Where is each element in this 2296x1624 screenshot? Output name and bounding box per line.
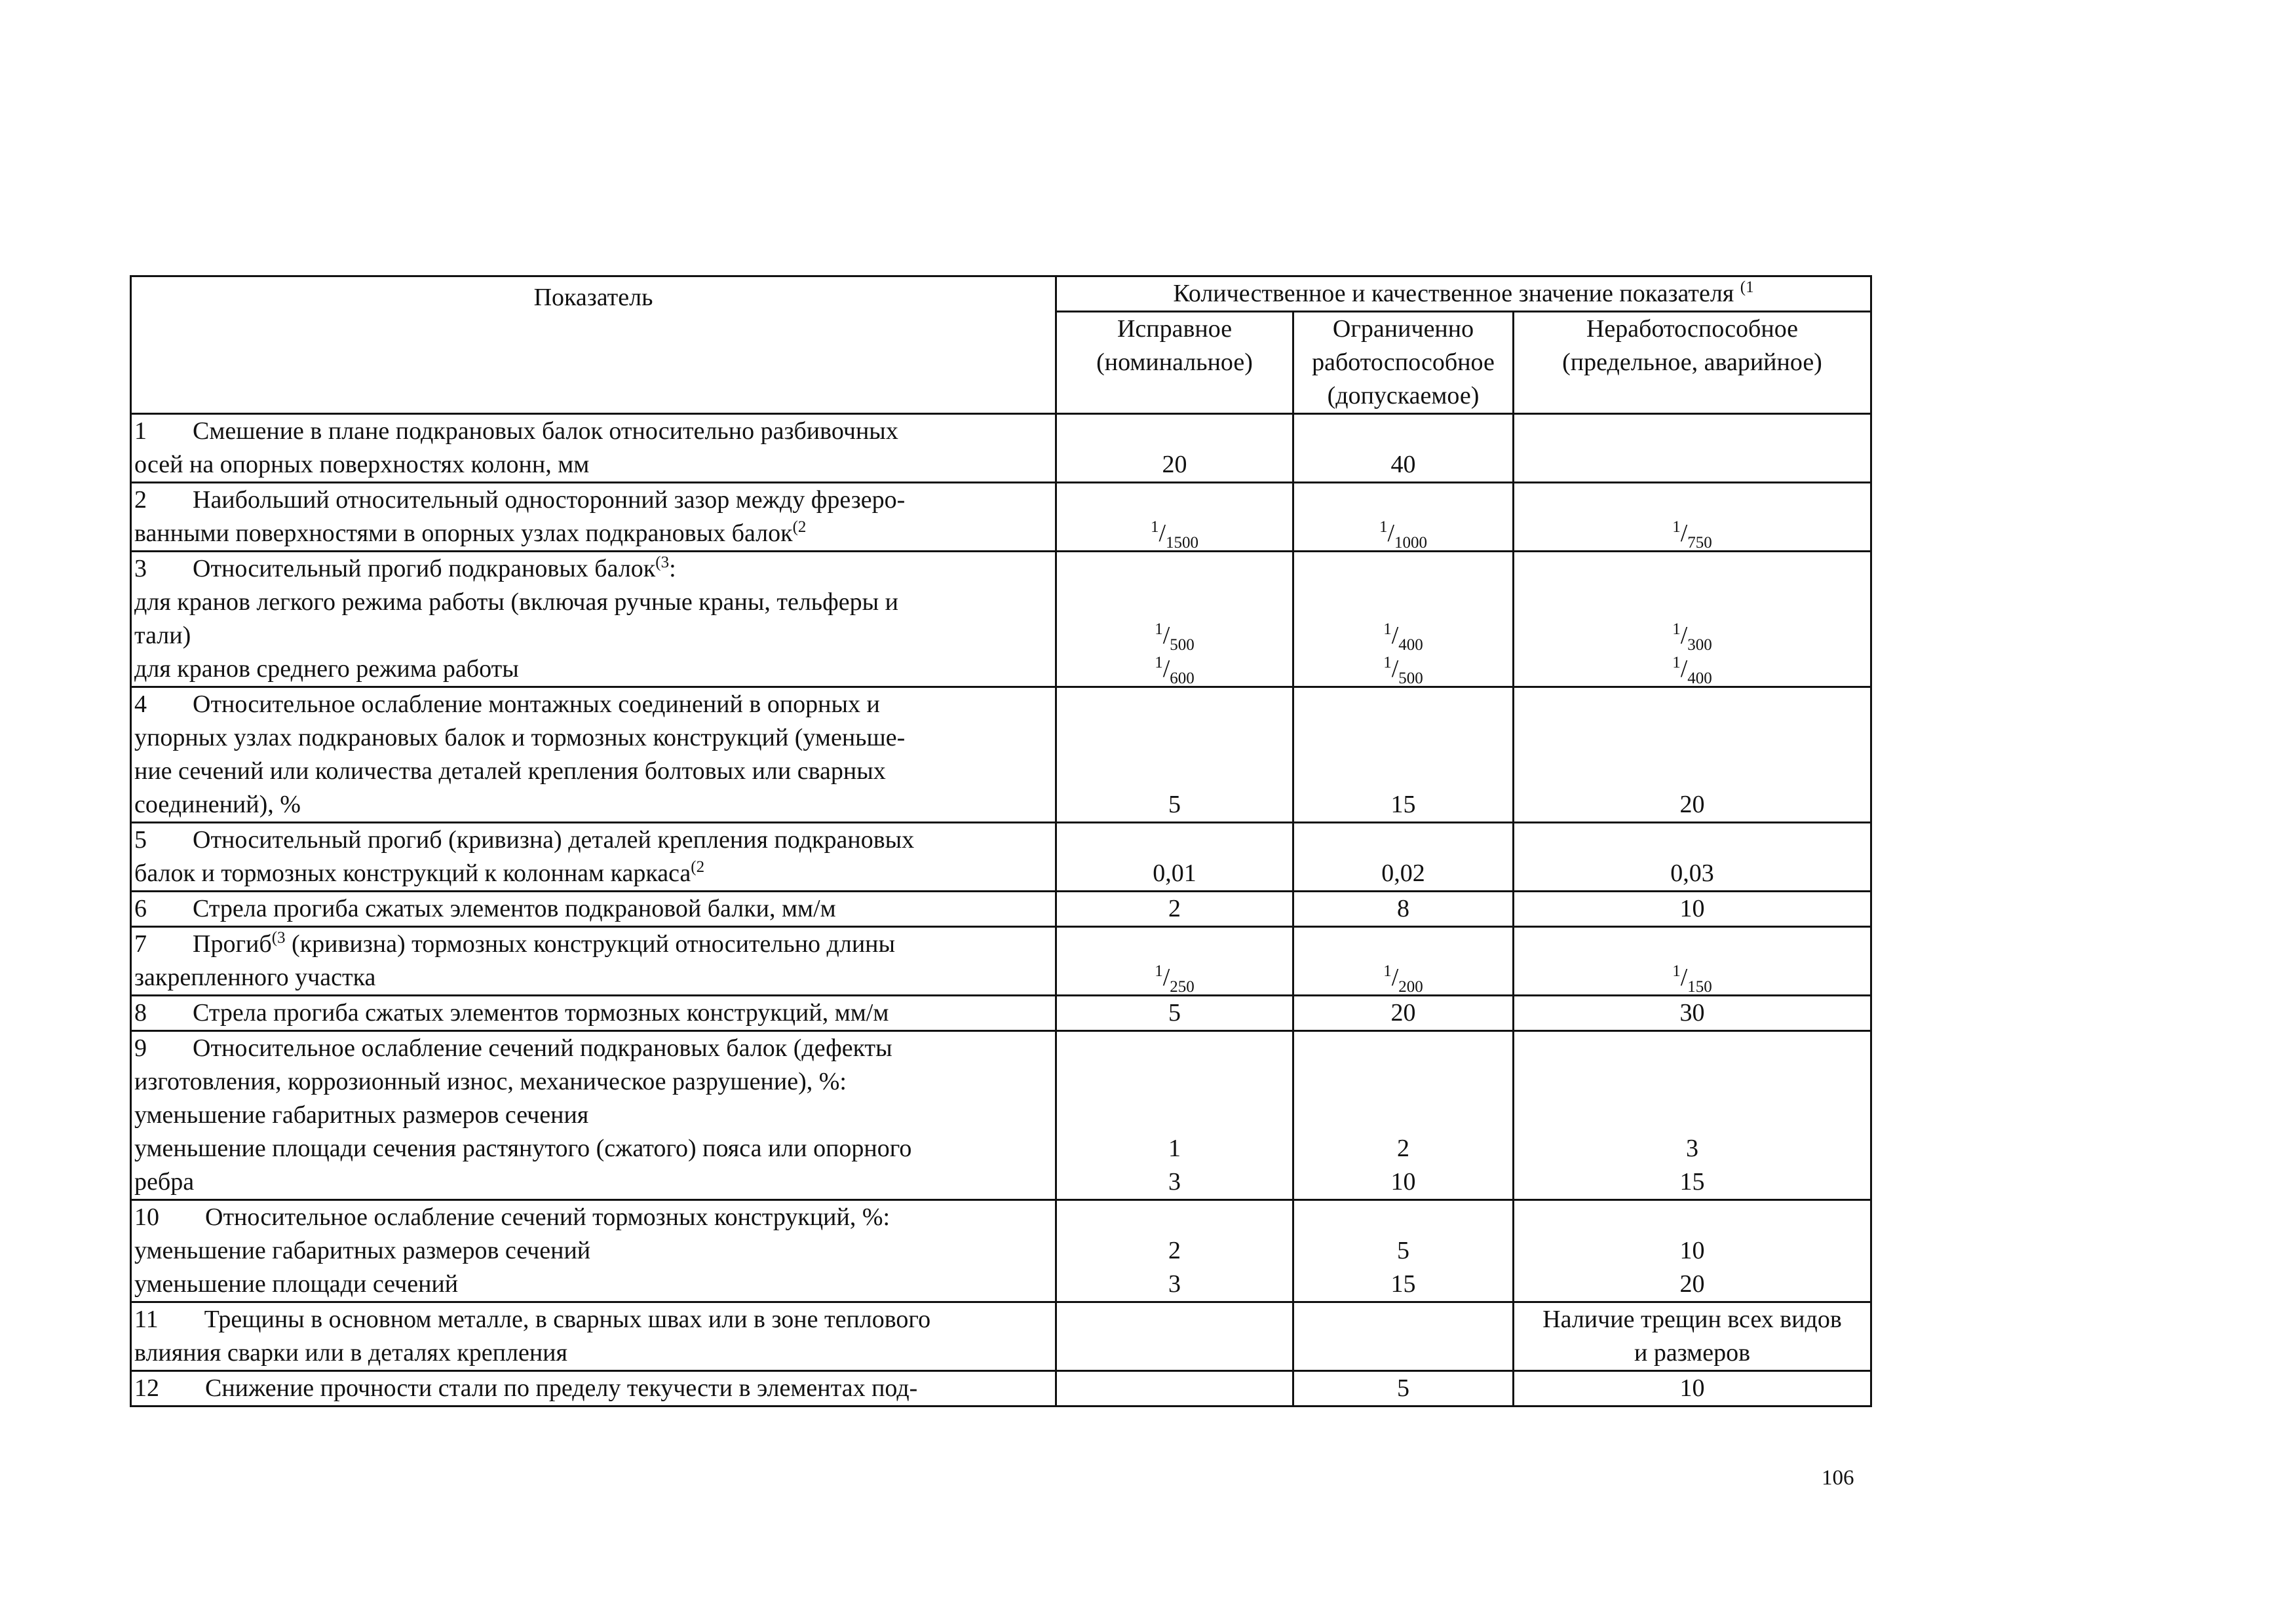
value-text: 20 [1390,999,1416,1027]
fraction-numerator: 1 [1672,654,1681,671]
fraction-numerator: 1 [1155,620,1163,638]
row-number: 5 [134,826,147,854]
description-text: : [669,555,676,582]
description-text: Стрела прогиба сжатых элементов подкрановой балки, мм/м [193,895,836,922]
value-text: 3 [1168,1270,1181,1298]
footnote-marker: (2 [792,518,807,536]
row-number: 8 [134,999,147,1027]
fraction-numerator: 1 [1155,654,1163,671]
fraction-slash: / [1391,655,1399,683]
value-fraction [1514,619,1870,652]
table-row [131,1371,1871,1407]
header-col-line: работоспособное [1312,349,1495,376]
value-limited [1293,823,1514,892]
value-inoperable [1514,483,1871,552]
value-text: 8 [1397,895,1409,922]
description-text: осей на опорных поверхностях колонн, мм [134,451,590,478]
fraction-denominator: 300 [1687,636,1712,654]
value-serviceable [1056,1031,1293,1200]
value-limited [1293,687,1514,823]
description-text: Прогиб [193,930,272,958]
fraction-numerator: 1 [1672,518,1681,536]
fraction-numerator: 1 [1155,962,1163,980]
footnote-marker: (2 [691,858,705,876]
description-line [134,857,1051,890]
value-inoperable [1514,996,1871,1031]
description-line [134,483,1051,517]
fraction-slash: / [1391,622,1399,649]
value-text: 20 [1679,1270,1705,1298]
fraction [1672,620,1712,654]
row-number: 7 [134,930,147,958]
table-row [131,483,1871,552]
indicator-description [131,892,1056,927]
fraction [1383,620,1423,654]
description-text: закрепленного участка [134,964,376,991]
value-serviceable [1056,1302,1293,1371]
value-text: и размеров [1634,1339,1751,1367]
value-text: 10 [1679,1374,1705,1402]
description-text: Относительное ослабление сечений тормозных конструкций, %: [205,1203,890,1231]
description-subline: уменьшение площади сечений [134,1270,459,1298]
description-line [134,1372,1051,1405]
fraction-slash: / [1680,964,1688,991]
page-number: 106 [1822,1466,1854,1490]
description-line [134,415,1051,448]
fraction-numerator: 1 [1383,620,1392,638]
description-text: влияния сварки или в деталях крепления [134,1339,567,1367]
value-fraction [1057,652,1292,686]
value-limited [1293,1302,1514,1371]
value-text: 0,03 [1670,859,1714,887]
value-text: 3 [1686,1135,1698,1162]
fraction [1155,962,1195,996]
description-line [134,823,1051,857]
description-line [134,1032,1051,1065]
value-limited [1293,927,1514,996]
row-number: 2 [134,486,147,514]
indicator-table [130,275,1872,1407]
fraction-slash: / [1387,519,1395,547]
row-number: 9 [134,1034,147,1062]
description-line [134,961,1051,994]
fraction [1672,962,1712,996]
description-line [134,688,1051,721]
value-text: 20 [1679,791,1705,818]
description-text: Трещины в основном металле, в сварных швах или в зоне теплового [204,1306,931,1333]
description-line [134,928,1051,961]
fraction [1383,962,1423,996]
description-text: Относительное ослабление монтажных соединений в опорных и [193,690,880,718]
value-text: 15 [1390,1270,1416,1298]
fraction [1379,518,1428,552]
indicator-description [131,1031,1056,1200]
description-text: (кривизна) тормозных конструкций относительно длины [285,930,896,958]
table-row [131,687,1871,823]
description-line [134,996,1051,1030]
header-col-inoperable [1514,312,1871,414]
value-inoperable [1514,1031,1871,1200]
description-line [134,552,1051,586]
fraction-numerator: 1 [1383,654,1392,671]
fraction-slash: / [1162,622,1170,649]
header-col-line: (номинальное) [1096,349,1253,376]
fraction-numerator: 1 [1383,962,1392,980]
value-limited [1293,996,1514,1031]
fraction-slash: / [1391,964,1399,991]
indicator-description [131,687,1056,823]
fraction-denominator: 600 [1170,670,1195,687]
description-text: ние сечений или количества деталей крепления болтовых или сварных [134,757,886,785]
indicator-description [131,996,1056,1031]
row-number: 10 [134,1203,159,1231]
value-serviceable [1056,414,1293,483]
value-serviceable [1056,823,1293,892]
header-value-group-label: Количественное и качественное значение показателя [1173,280,1734,307]
value-limited [1293,483,1514,552]
fraction-denominator: 1000 [1394,534,1428,552]
header-col-serviceable [1056,312,1293,414]
fraction [1155,620,1195,654]
value-fraction [1514,517,1870,550]
description-text: балок и тормозных конструкций к колоннам каркаса [134,859,691,887]
value-serviceable [1056,892,1293,927]
fraction [1672,654,1712,687]
description-line [134,721,1051,755]
header-col-line: (допускаемое) [1327,382,1480,409]
description-line [134,517,1051,550]
fraction-denominator: 750 [1687,534,1712,552]
value-text: 40 [1390,451,1416,478]
fraction-slash: / [1162,655,1170,683]
value-text: 10 [1390,1168,1416,1196]
value-inoperable [1514,1371,1871,1407]
fraction-numerator: 1 [1379,518,1388,536]
value-text: 5 [1168,999,1181,1027]
indicator-description [131,414,1056,483]
description-subline: уменьшение площади сечения растянутого (сжатого) пояса или опорного [134,1135,912,1162]
fraction-slash: / [1680,655,1688,683]
description-line [134,448,1051,482]
value-fraction [1057,961,1292,994]
fraction-slash: / [1158,519,1166,547]
value-fraction [1057,619,1292,652]
row-number: 1 [134,417,147,445]
value-inoperable [1514,1200,1871,1302]
value-fraction [1294,652,1512,686]
indicator-description [131,927,1056,996]
value-text: 30 [1679,999,1705,1027]
value-text: 5 [1397,1237,1409,1264]
value-text: 2 [1397,1135,1409,1162]
fraction-numerator: 1 [1672,962,1681,980]
value-text: 0,01 [1153,859,1196,887]
row-number: 11 [134,1306,159,1333]
table-row [131,1302,1871,1371]
value-text: 15 [1679,1168,1705,1196]
footnote-marker: (3 [271,929,286,947]
value-inoperable [1514,823,1871,892]
value-fraction [1294,517,1512,550]
indicator-description [131,1200,1056,1302]
value-limited [1293,892,1514,927]
description-line [134,1336,1051,1370]
description-line [134,788,1051,821]
value-text: 20 [1162,451,1187,478]
value-serviceable [1056,927,1293,996]
value-serviceable [1056,1371,1293,1407]
description-text: соединений), % [134,791,301,818]
header-col-line: Неработоспособное [1586,315,1799,343]
fraction-numerator: 1 [1150,518,1159,536]
indicator-description [131,552,1056,687]
table-row [131,552,1871,687]
description-text: Относительный прогиб (кривизна) деталей крепления подкрановых [193,826,915,854]
fraction-denominator: 150 [1687,978,1712,996]
value-inoperable [1514,892,1871,927]
value-text: 2 [1168,1237,1181,1264]
description-line [134,1303,1051,1336]
table-row [131,927,1871,996]
table-row [131,1031,1871,1200]
fraction-slash: / [1680,622,1688,649]
value-serviceable [1056,552,1293,687]
value-text: Наличие трещин всех видов [1542,1306,1842,1333]
indicator-description [131,823,1056,892]
description-line [134,1065,1051,1099]
header-indicator: Показатель [131,276,1056,414]
value-text: 10 [1679,895,1705,922]
value-text: 1 [1168,1135,1181,1162]
indicator-description [131,483,1056,552]
description-subline: уменьшение габаритных размеров сечений [134,1237,591,1264]
description-line [134,755,1051,788]
value-inoperable [1514,687,1871,823]
value-limited [1293,414,1514,483]
fraction-denominator: 500 [1170,636,1195,654]
description-text: Относительное ослабление сечений подкрановых балок (дефекты [193,1034,892,1062]
fraction-denominator: 200 [1398,978,1423,996]
fraction-denominator: 500 [1398,670,1423,687]
description-text: Наибольший относительный односторонний зазор между фрезеро- [193,486,906,514]
description-text: упорных узлах подкрановых балок и тормозных конструкций (уменьше- [134,724,906,751]
fraction-slash: / [1680,519,1688,547]
description-subline: для кранов легкого режима работы (включая ручные краны, тельферы и [134,588,898,616]
value-text: 15 [1390,791,1416,818]
value-limited [1293,552,1514,687]
value-text: 0,02 [1381,859,1425,887]
value-limited [1293,1031,1514,1200]
row-number: 3 [134,555,147,582]
value-text: 2 [1168,895,1181,922]
header-col-limited [1293,312,1514,414]
description-line [134,1201,1051,1234]
fraction-slash: / [1162,964,1170,991]
header-value-group [1056,276,1871,312]
value-limited [1293,1200,1514,1302]
description-text: Снижение прочности стали по пределу текучести в элементах под- [205,1374,918,1402]
fraction [1672,518,1712,552]
value-text: 3 [1168,1168,1181,1196]
header-col-line: Исправное [1117,315,1233,343]
value-fraction [1294,619,1512,652]
table-row [131,1200,1871,1302]
value-fraction [1057,517,1292,550]
indicator-description [131,1371,1056,1407]
header-col-line: Ограниченно [1332,315,1474,343]
description-subline: для кранов среднего режима работы [134,655,519,683]
table-row [131,414,1871,483]
value-serviceable [1056,483,1293,552]
value-serviceable [1056,996,1293,1031]
value-text: 10 [1679,1237,1705,1264]
fraction-denominator: 400 [1398,636,1423,654]
indicator-description [131,1302,1056,1371]
description-text: изготовления, коррозионный износ, механическое разрушение), %: [134,1068,847,1095]
value-fraction [1294,961,1512,994]
description-text: Относительный прогиб подкрановых балок [193,555,656,582]
value-serviceable [1056,1200,1293,1302]
value-fraction [1514,652,1870,686]
table-row [131,892,1871,927]
fraction-denominator: 400 [1687,670,1712,687]
value-inoperable [1514,1302,1871,1371]
value-inoperable [1514,927,1871,996]
description-subline: уменьшение габаритных размеров сечения [134,1101,589,1129]
footnote-marker: (3 [655,554,670,571]
value-text: 5 [1168,791,1181,818]
table-row [131,823,1871,892]
description-subline: тали) [134,622,191,649]
value-fraction [1514,961,1870,994]
description-text: Стрела прогиба сжатых элементов тормозных конструкций, мм/м [193,999,889,1027]
row-number: 4 [134,690,147,718]
row-number: 6 [134,895,147,922]
fraction-denominator: 1500 [1166,534,1199,552]
fraction-denominator: 250 [1170,978,1195,996]
description-line [134,892,1051,926]
row-number: 12 [134,1374,159,1402]
value-serviceable [1056,687,1293,823]
description-text: ванными поверхностями в опорных узлах подкрановых балок [134,519,793,547]
fraction [1155,654,1195,687]
value-limited [1293,1371,1514,1407]
value-inoperable [1514,414,1871,483]
table-row [131,996,1871,1031]
description-text: Смешение в плане подкрановых балок относительно разбивочных [193,417,898,445]
fraction [1383,654,1423,687]
footnote-marker: (1 [1740,278,1754,296]
description-subline: ребра [134,1168,195,1196]
value-inoperable [1514,552,1871,687]
fraction [1150,518,1199,552]
header-col-line: (предельное, аварийное) [1562,349,1822,376]
fraction-numerator: 1 [1672,620,1681,638]
value-text: 5 [1397,1374,1409,1402]
